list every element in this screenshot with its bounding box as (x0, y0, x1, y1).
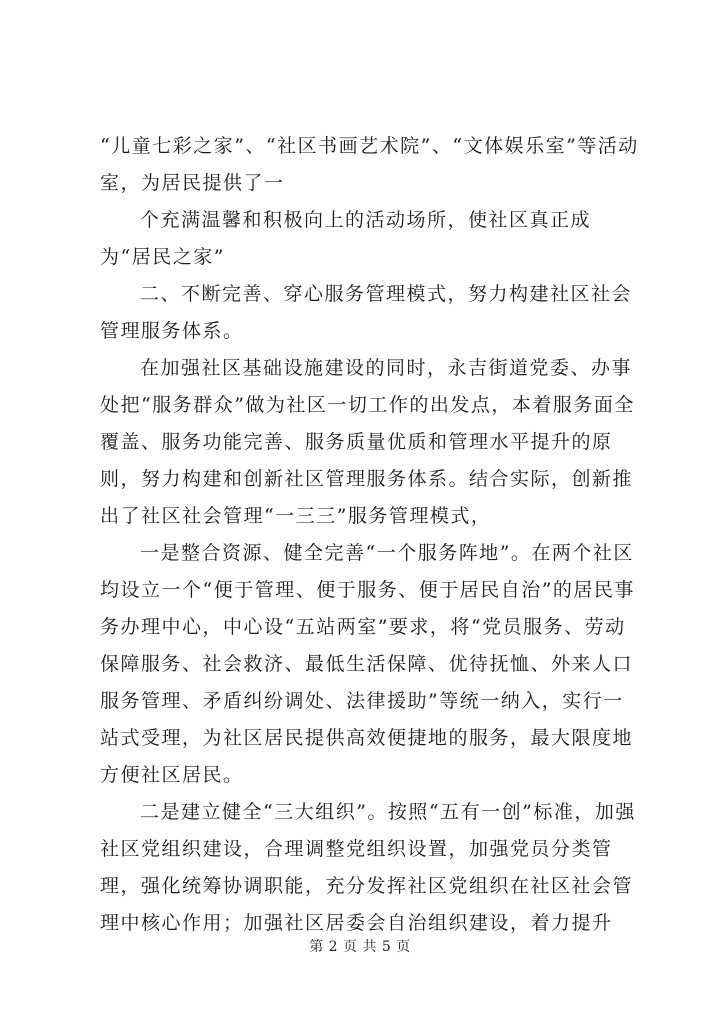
paragraph-3: 在加强社区基础设施建设的同时，永吉街道党委、办事处把“服务群众”做为社区一切工作的出发点，本着服务面全覆盖、服务功能完善、服务质量优质和管理水平提升的原则，努力构建和创新社区管理服务体系。结合实际，创新推出了社区社会管理“一三三”服务管理模式， (100, 357, 635, 527)
page-number-footer: 第 2 页 共 5 页 (309, 939, 411, 955)
paragraph-1: “儿童七彩之家”、“社区书画艺术院”、“文体娱乐室”等活动室，为居民提供了一 (100, 135, 639, 194)
document-body (100, 128, 640, 942)
paragraph-5: 二是建立健全“三大组织”。按照“五有一创”标准，加强社区党组织建设，合理调整党组织设置，加强党员分类管理，强化统筹协调职能，充分发挥社区党组织在社区社会管理中核心作用；加强社区居委会自治组织建设，着力提升 (100, 801, 636, 934)
section-heading: 二、不断完善、穿心服务管理模式，努力构建社区社会管理服务体系。 (100, 283, 633, 342)
paragraph-2: 个充满温馨和积极向上的活动场所，使社区真正成为“居民之家” (100, 209, 592, 268)
paragraph-4: 一是整合资源、健全完善“一个服务阵地”。在两个社区均设立一个“便于管理、便于服务、便于居民自治”的居民事务办理中心，中心设“五站两室”要求，将“党员服务、劳动保障服务、社会救济、最低生活保障、优待抚恤、外来人口服务管理、矛盾纠纷调处、法律援助”等统一纳入，实行一站式受理，为社区居民提供高效便捷地的服务，最大限度地方便社区居民。 (100, 542, 635, 786)
